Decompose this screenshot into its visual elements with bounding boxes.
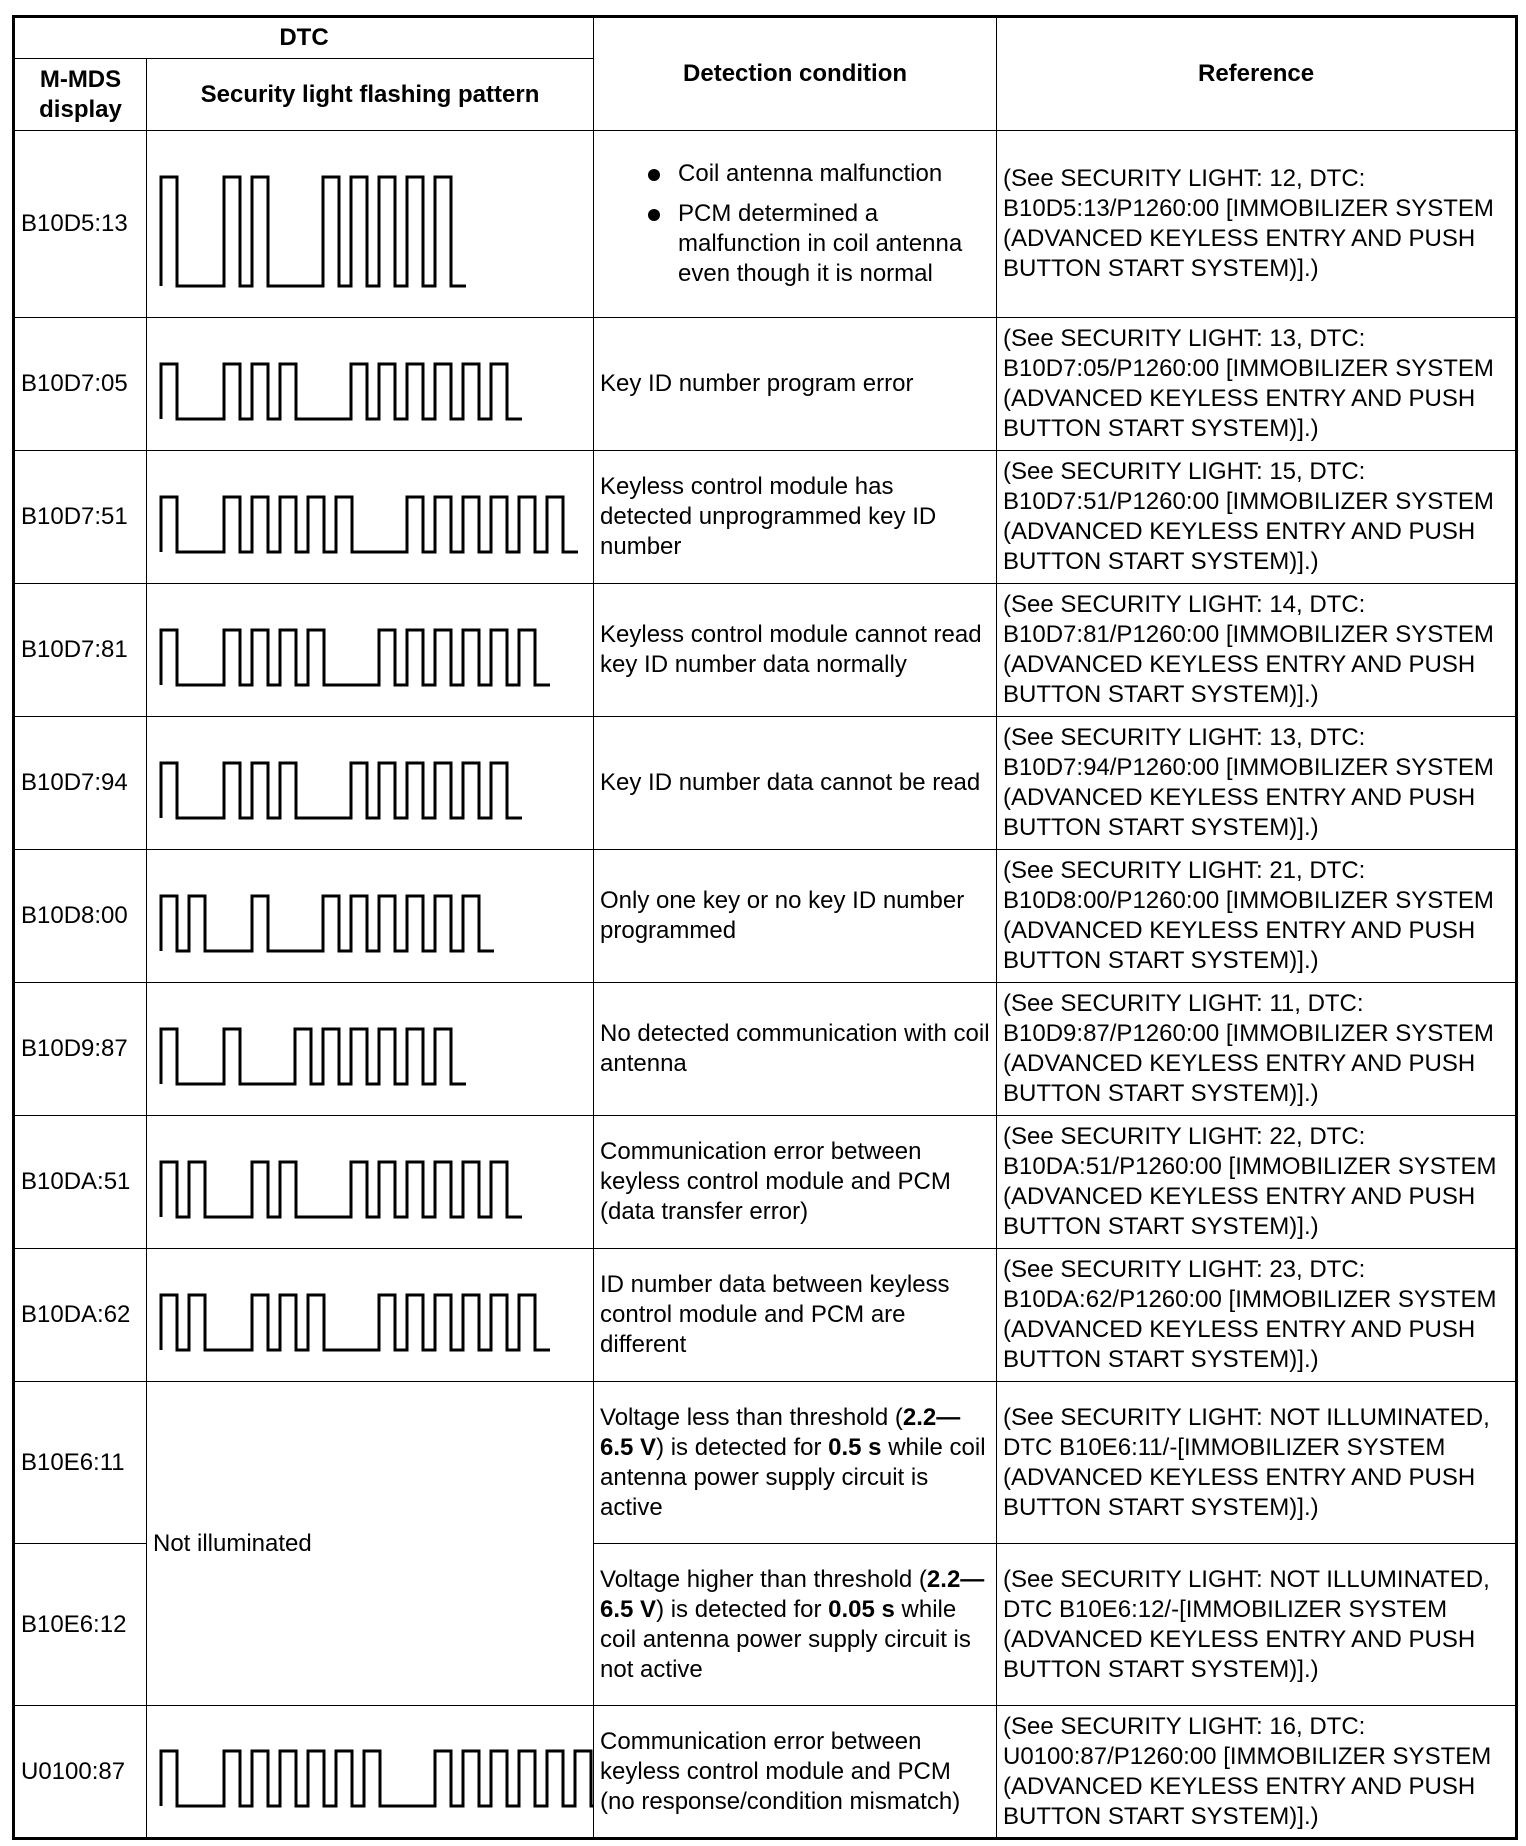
flashing-pattern-waveform	[161, 177, 466, 286]
flashing-pattern-diagram	[153, 319, 593, 450]
condition-text: Voltage less than threshold (	[600, 1403, 903, 1431]
reference-cell: (See SECURITY LIGHT: 13, DTC: B10D7:94/P1260:00 [IMMOBILIZER SYSTEM (ADVANCED KEYLESS ENTRY AND PUSH BUTTON START SYSTEM)].)	[997, 717, 1517, 850]
detection-condition-header: Detection condition	[594, 17, 997, 131]
detection-condition-cell	[594, 1544, 997, 1706]
flashing-pattern-waveform	[161, 497, 578, 552]
mmds-code-cell: B10D7:05	[14, 318, 147, 451]
mmds-code-cell: U0100:87	[14, 1706, 147, 1839]
flashing-pattern-waveform	[161, 1029, 466, 1084]
mmds-code-cell: B10D7:51	[14, 451, 147, 584]
mmds-code-cell: B10D8:00	[14, 850, 147, 983]
not-illuminated-cell: Not illuminated	[147, 1382, 594, 1706]
detection-condition-cell: ID number data between keyless control module and PCM are different	[594, 1249, 997, 1382]
table-row	[14, 584, 1517, 717]
condition-bullet: Coil antenna malfunction	[600, 159, 990, 189]
flashing-pattern-cell	[147, 318, 594, 451]
reference-cell: (See SECURITY LIGHT: NOT ILLUMINATED, DTC B10E6:11/-[IMMOBILIZER SYSTEM (ADVANCED KEYLESS ENTRY AND PUSH BUTTON START SYSTEM)].)	[997, 1382, 1517, 1544]
flashing-pattern-diagram	[153, 1706, 593, 1837]
detection-condition-cell: Only one key or no key ID number programmed	[594, 850, 997, 983]
flashing-pattern-waveform	[161, 763, 522, 818]
table-row	[14, 1249, 1517, 1382]
condition-text: while coil antenna power supply circuit is not active	[600, 1595, 971, 1683]
voltage-range: 2.2—6.5 V	[600, 1403, 961, 1461]
voltage-range: 2.2—6.5 V	[600, 1565, 985, 1623]
flashing-pattern-cell	[147, 1116, 594, 1249]
condition-text: Voltage higher than threshold (	[600, 1565, 927, 1593]
flashing-pattern-cell	[147, 584, 594, 717]
flashing-pattern-diagram	[153, 1250, 593, 1381]
flashing-pattern-diagram	[153, 585, 593, 716]
table-body	[14, 131, 1517, 1839]
flashing-pattern-diagram	[153, 984, 593, 1115]
flashing-pattern-cell	[147, 850, 594, 983]
condition-text: ) is detected for	[656, 1433, 829, 1461]
table-row	[14, 1706, 1517, 1839]
table-row	[14, 983, 1517, 1116]
reference-cell: (See SECURITY LIGHT: 16, DTC: U0100:87/P1260:00 [IMMOBILIZER SYSTEM (ADVANCED KEYLESS ENTRY AND PUSH BUTTON START SYSTEM)].)	[997, 1706, 1517, 1839]
condition-bullet: PCM determined a malfunction in coil antenna even though it is normal	[600, 199, 990, 289]
table-header	[14, 17, 1517, 131]
flashing-pattern-header: Security light flashing pattern	[147, 59, 594, 131]
mmds-code-cell: B10DA:51	[14, 1116, 147, 1249]
reference-cell: (See SECURITY LIGHT: 12, DTC: B10D5:13/P1260:00 [IMMOBILIZER SYSTEM (ADVANCED KEYLESS ENTRY AND PUSH BUTTON START SYSTEM)].)	[997, 131, 1517, 318]
flashing-pattern-cell	[147, 131, 594, 318]
reference-cell: (See SECURITY LIGHT: 15, DTC: B10D7:51/P1260:00 [IMMOBILIZER SYSTEM (ADVANCED KEYLESS ENTRY AND PUSH BUTTON START SYSTEM)].)	[997, 451, 1517, 584]
reference-cell: (See SECURITY LIGHT: 22, DTC: B10DA:51/P1260:00 [IMMOBILIZER SYSTEM (ADVANCED KEYLESS ENTRY AND PUSH BUTTON START SYSTEM)].)	[997, 1116, 1517, 1249]
reference-cell: (See SECURITY LIGHT: 14, DTC: B10D7:81/P1260:00 [IMMOBILIZER SYSTEM (ADVANCED KEYLESS ENTRY AND PUSH BUTTON START SYSTEM)].)	[997, 584, 1517, 717]
flashing-pattern-cell	[147, 983, 594, 1116]
mmds-code-cell: B10E6:12	[14, 1544, 147, 1706]
detection-condition-cell	[594, 131, 997, 318]
table-row	[14, 850, 1517, 983]
detection-condition-cell: Key ID number data cannot be read	[594, 717, 997, 850]
detection-condition-cell: Keyless control module cannot read key ID number data normally	[594, 584, 997, 717]
reference-header: Reference	[997, 17, 1517, 131]
flashing-pattern-cell	[147, 1706, 594, 1839]
reference-cell: (See SECURITY LIGHT: 21, DTC: B10D8:00/P1260:00 [IMMOBILIZER SYSTEM (ADVANCED KEYLESS ENTRY AND PUSH BUTTON START SYSTEM)].)	[997, 850, 1517, 983]
condition-text: while coil antenna power supply circuit is active	[600, 1433, 986, 1521]
duration-value: 0.05 s	[828, 1595, 895, 1623]
table-row	[14, 1382, 1517, 1544]
duration-value: 0.5 s	[828, 1433, 882, 1461]
table-row	[14, 131, 1517, 318]
flashing-pattern-diagram	[153, 132, 593, 317]
flashing-pattern-waveform	[161, 1295, 550, 1350]
flashing-pattern-diagram	[153, 851, 593, 982]
reference-cell: (See SECURITY LIGHT: 13, DTC: B10D7:05/P1260:00 [IMMOBILIZER SYSTEM (ADVANCED KEYLESS ENTRY AND PUSH BUTTON START SYSTEM)].)	[997, 318, 1517, 451]
mmds-code-cell: B10D9:87	[14, 983, 147, 1116]
flashing-pattern-diagram	[153, 718, 593, 849]
reference-cell: (See SECURITY LIGHT: 11, DTC: B10D9:87/P1260:00 [IMMOBILIZER SYSTEM (ADVANCED KEYLESS ENTRY AND PUSH BUTTON START SYSTEM)].)	[997, 983, 1517, 1116]
flashing-pattern-diagram	[153, 452, 593, 583]
mmds-code-cell: B10D7:94	[14, 717, 147, 850]
mmds-display-header: M-MDS display	[14, 59, 147, 131]
reference-cell: (See SECURITY LIGHT: 23, DTC: B10DA:62/P1260:00 [IMMOBILIZER SYSTEM (ADVANCED KEYLESS ENTRY AND PUSH BUTTON START SYSTEM)].)	[997, 1249, 1517, 1382]
flashing-pattern-waveform	[161, 1162, 522, 1217]
table-row	[14, 451, 1517, 584]
dtc-header: DTC	[14, 17, 594, 59]
mmds-code-cell: B10D7:81	[14, 584, 147, 717]
mmds-code-cell: B10DA:62	[14, 1249, 147, 1382]
detection-condition-cell: Keyless control module has detected unprogrammed key ID number	[594, 451, 997, 584]
condition-bullet-list	[600, 159, 990, 289]
detection-condition-cell: Key ID number program error	[594, 318, 997, 451]
flashing-pattern-cell	[147, 717, 594, 850]
mmds-code-cell: B10D5:13	[14, 131, 147, 318]
detection-condition-cell: No detected communication with coil antenna	[594, 983, 997, 1116]
header-row-top	[14, 17, 1517, 59]
detection-condition-cell: Communication error between keyless control module and PCM (data transfer error)	[594, 1116, 997, 1249]
flashing-pattern-waveform	[161, 1751, 593, 1806]
table-row	[14, 318, 1517, 451]
flashing-pattern-waveform	[161, 896, 494, 951]
flashing-pattern-cell	[147, 1249, 594, 1382]
reference-cell: (See SECURITY LIGHT: NOT ILLUMINATED, DTC B10E6:12/-[IMMOBILIZER SYSTEM (ADVANCED KEYLESS ENTRY AND PUSH BUTTON START SYSTEM)].)	[997, 1544, 1517, 1706]
flashing-pattern-waveform	[161, 364, 522, 419]
flashing-pattern-waveform	[161, 630, 550, 685]
mmds-code-cell: B10E6:11	[14, 1382, 147, 1544]
flashing-pattern-cell	[147, 451, 594, 584]
table-row	[14, 1116, 1517, 1249]
table-row	[14, 717, 1517, 850]
detection-condition-cell: Communication error between keyless control module and PCM (no response/condition mismatch)	[594, 1706, 997, 1839]
detection-condition-cell	[594, 1382, 997, 1544]
dtc-table	[12, 15, 1518, 1840]
condition-text: ) is detected for	[656, 1595, 829, 1623]
flashing-pattern-diagram	[153, 1117, 593, 1248]
